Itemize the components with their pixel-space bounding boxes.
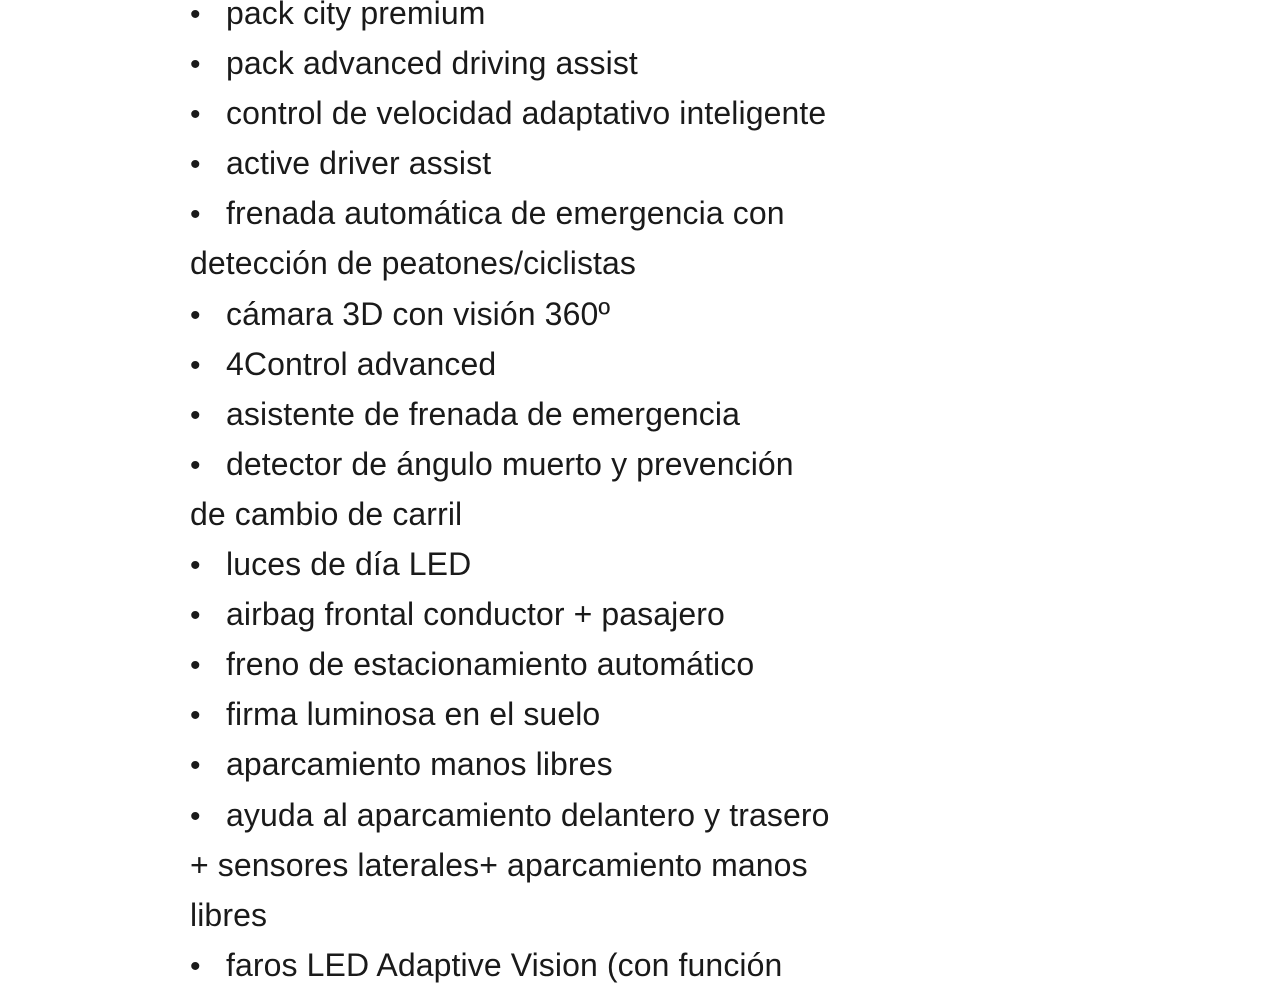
list-item-text: aparcamiento manos libres	[226, 746, 613, 783]
bullet-icon: •	[190, 549, 201, 583]
bullet-icon: •	[190, 749, 201, 783]
list-item	[190, 389, 920, 439]
list-item-text: frenada automática de emergencia con	[226, 195, 785, 232]
list-item	[190, 739, 920, 789]
list-item-text: control de velocidad adaptativo inteligente	[226, 95, 827, 132]
list-item	[190, 339, 920, 389]
list-item-text: firma luminosa en el suelo	[226, 696, 601, 733]
list-item	[190, 940, 920, 990]
list-item	[190, 289, 920, 339]
list-item-text: 4Control advanced	[226, 345, 497, 382]
list-item	[190, 38, 920, 88]
bullet-icon: •	[190, 98, 201, 132]
bullet-icon: •	[190, 298, 201, 332]
list-item-continuation	[190, 890, 920, 940]
list-item-text: active driver assist	[226, 145, 492, 182]
list-item-text: faros LED Adaptive Vision (con función	[226, 946, 783, 983]
list-item	[190, 639, 920, 689]
list-item-continuation	[190, 238, 920, 288]
list-item-text: de cambio de carril	[190, 495, 463, 532]
list-item-text: pack city premium	[226, 0, 486, 31]
list-item	[190, 138, 920, 188]
list-item-text: asistente de frenada de emergencia	[226, 395, 740, 432]
bullet-icon: •	[190, 799, 201, 833]
list-item-continuation	[190, 840, 920, 890]
list-item-text: freno de estacionamiento automático	[226, 646, 755, 683]
list-item-text: ayuda al aparcamiento delantero y trasero	[226, 796, 830, 833]
bullet-icon: •	[190, 699, 201, 733]
list-item	[190, 439, 920, 489]
bullet-icon: •	[190, 398, 201, 432]
list-item-text: cámara 3D con visión 360º	[226, 295, 611, 332]
bullet-icon: •	[190, 148, 201, 182]
bullet-icon: •	[190, 348, 201, 382]
list-item	[190, 188, 920, 238]
bullet-icon: •	[190, 0, 201, 31]
list-item	[190, 539, 920, 589]
bullet-icon: •	[190, 198, 201, 232]
list-item	[190, 689, 920, 739]
list-item	[190, 790, 920, 840]
list-item-text: luces de día LED	[226, 546, 472, 583]
list-item	[190, 88, 920, 138]
feature-list-note	[190, 0, 920, 990]
list-item-text: pack advanced driving assist	[226, 45, 638, 82]
list-item-text: detección de peatones/ciclistas	[190, 245, 637, 282]
bullet-icon: •	[190, 649, 201, 683]
list-item-continuation	[190, 489, 920, 539]
bullet-icon: •	[190, 949, 201, 983]
list-item-text: detector de ángulo muerto y prevención	[226, 445, 794, 482]
list-item	[190, 589, 920, 639]
bullet-icon: •	[190, 599, 201, 633]
list-item-text: libres	[190, 896, 268, 933]
list-item-text: + sensores laterales+ aparcamiento manos	[190, 846, 808, 883]
list-item-text: airbag frontal conductor + pasajero	[226, 596, 725, 633]
bullet-icon: •	[190, 448, 201, 482]
bullet-icon: •	[190, 48, 201, 82]
list-item	[190, 0, 920, 38]
